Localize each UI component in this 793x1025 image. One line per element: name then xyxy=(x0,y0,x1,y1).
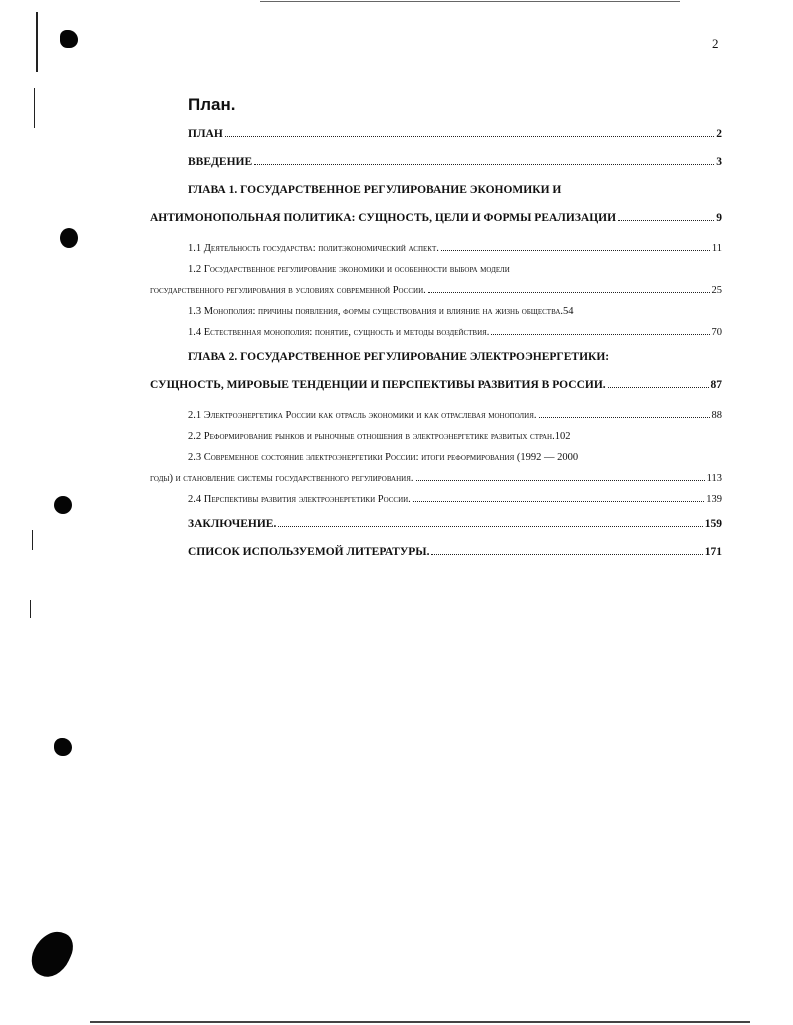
toc-entry-intro: ВВЕДЕНИЕ 3 xyxy=(188,156,722,168)
toc-section-1-4: 1.4 Естественная монополия: понятие, сущность и методы воздействия. 70 xyxy=(188,327,722,338)
scan-edge-mark xyxy=(34,88,35,128)
toc-section-1-1: 1.1 Деятельность государства: политэкономический аспект. 11 xyxy=(188,243,722,254)
toc-chapter-2-line1: ГЛАВА 2. ГОСУДАРСТВЕННОЕ РЕГУЛИРОВАНИЕ ЭЛЕКТРОЭНЕРГЕТИКИ: xyxy=(188,351,610,363)
scan-edge-mark xyxy=(36,12,38,72)
scan-edge-mark xyxy=(30,600,31,618)
toc-section-1-3: 1.3 Монополия: причины появления, формы существования и влияние на жизнь общества. 54 xyxy=(188,306,574,317)
table-of-contents xyxy=(150,120,722,566)
toc-section-2-2: 2.2 Реформирование рынков и рыночные отношения в электроэнергетике развитых стран. 102 xyxy=(188,431,571,442)
toc-entry-plan: ПЛАН 2 xyxy=(188,128,722,140)
toc-chapter-1: АНТИМОНОПОЛЬНАЯ ПОЛИТИКА: СУЩНОСТЬ, ЦЕЛИ И ФОРМЫ РЕАЛИЗАЦИИ 9 xyxy=(150,212,722,224)
toc-chapter-1-line1: ГЛАВА 1. ГОСУДАРСТВЕННОЕ РЕГУЛИРОВАНИЕ ЭКОНОМИКИ И xyxy=(188,184,562,196)
toc-entry-bibliography: СПИСОК ИСПОЛЬЗУЕМОЙ ЛИТЕРАТУРЫ. 171 xyxy=(188,546,722,558)
toc-entry-conclusion: ЗАКЛЮЧЕНИЕ. 159 xyxy=(188,518,722,530)
scan-edge-mark xyxy=(32,530,33,550)
toc-section-1-2-line1: 1.2 Государственное регулирование экономики и особенности выбора модели xyxy=(188,264,510,275)
punch-hole-mark xyxy=(60,228,78,248)
scan-top-line xyxy=(260,1,680,2)
toc-section-1-2: государственного регулирования в условиях современной России. 25 xyxy=(150,285,722,296)
punch-hole-mark xyxy=(54,496,72,514)
ink-smudge xyxy=(26,925,79,984)
toc-section-2-1: 2.1 Электроэнергетика России как отрасль экономики и как отраслевая монополия. 88 xyxy=(188,410,722,421)
punch-hole-mark xyxy=(54,738,72,756)
toc-section-2-4: 2.4 Перспективы развития электроэнергетики России. 139 xyxy=(188,494,722,505)
toc-chapter-2: СУЩНОСТЬ, МИРОВЫЕ ТЕНДЕНЦИИ И ПЕРСПЕКТИВЫ РАЗВИТИЯ В РОССИИ. 87 xyxy=(150,379,722,391)
punch-hole-mark xyxy=(60,30,78,48)
toc-section-2-3-line1: 2.3 Современное состояние электроэнергетики России: итоги реформирования (1992 — 2000 xyxy=(188,452,579,463)
toc-section-2-3: годы) и становление системы государственного регулирования. 113 xyxy=(150,473,722,484)
scan-bottom-line xyxy=(90,1021,750,1023)
page-number: 2 xyxy=(712,36,719,51)
page-title: План. xyxy=(188,95,236,114)
